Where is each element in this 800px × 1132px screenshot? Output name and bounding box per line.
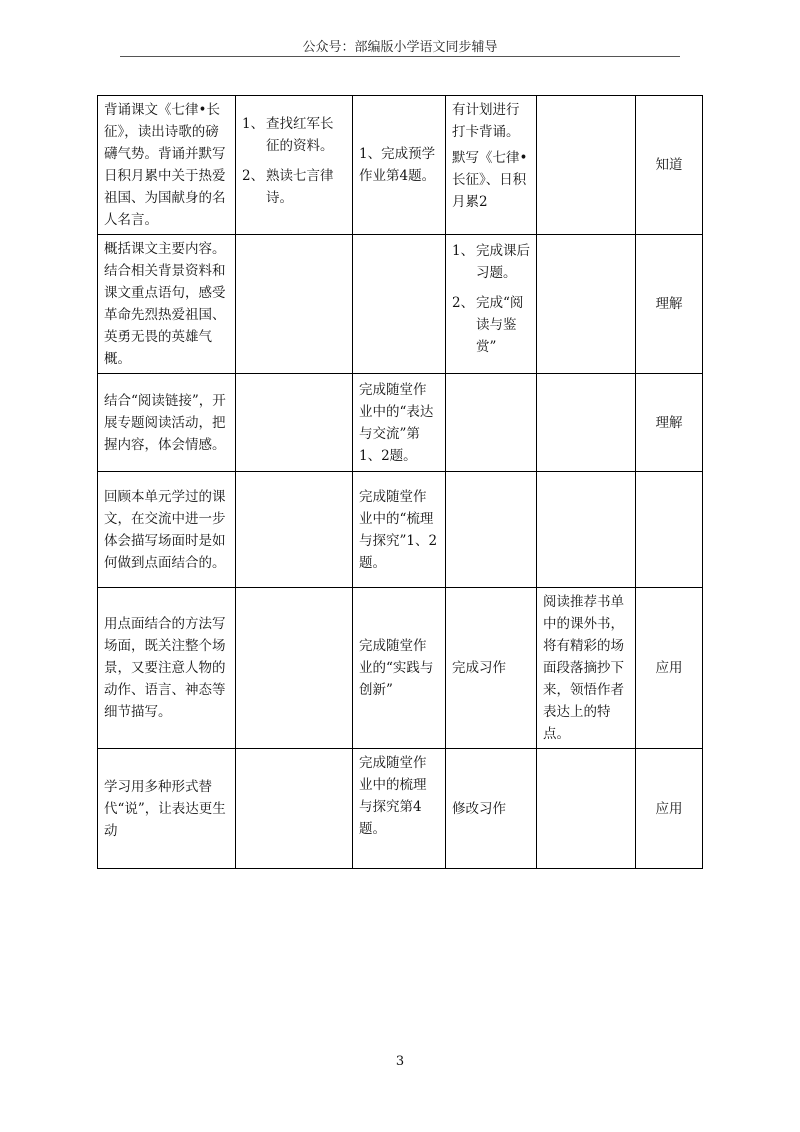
- objective-cell: [98, 96, 236, 235]
- level-cell: [636, 96, 703, 235]
- level-cell: [636, 374, 703, 472]
- classwork-text: 1、完成预学作业第4题。: [359, 146, 436, 184]
- homework-text: 有计划进行打卡背诵。: [452, 102, 520, 140]
- homework-text: 修改习作: [452, 800, 506, 817]
- extension-cell: [537, 588, 636, 749]
- objective-text: 回顾本单元学过的课文，在交流中进一步体会描写场面时是如何做到点面结合的。: [104, 488, 226, 571]
- page-number: 3: [395, 1054, 405, 1069]
- classwork-text: 完成随堂作业的“实践与创新”: [359, 638, 434, 698]
- list-item: [242, 113, 346, 157]
- list-text: 完成课后习题。: [476, 243, 530, 281]
- classwork-cell: [353, 588, 446, 749]
- classwork-cell: [353, 749, 446, 869]
- table-row: [98, 588, 703, 749]
- extension-cell: [537, 749, 636, 869]
- homework-cell: [446, 588, 537, 749]
- level-text: 应用: [655, 660, 683, 676]
- homework-cell: [446, 749, 537, 869]
- list-number: 2、: [242, 168, 265, 184]
- page-header: 公众号：部编版小学语文同步辅导: [302, 40, 498, 55]
- list-number: 1、: [452, 243, 475, 259]
- extension-cell: [537, 96, 636, 235]
- list-item: [242, 165, 346, 209]
- objective-text: 学习用多种形式替代“说”，让表达更生动: [104, 778, 226, 839]
- objective-text: 背诵课文《七律•长征》，读出诗歌的磅礴气势。背诵并默写日积月累中关于热爱祖国、为国献身的名人名言。: [104, 102, 226, 228]
- extension-cell: [537, 374, 636, 472]
- list-number: 1、: [242, 116, 265, 132]
- preview-cell: [236, 235, 353, 374]
- level-cell: [636, 749, 703, 869]
- objective-text: 用点面结合的方法写场面，既关注整个场景，又要注意人物的动作、语言、神态等细节描写。: [104, 616, 226, 720]
- classwork-cell: [353, 96, 446, 235]
- homework-cell: [446, 374, 537, 472]
- table-row: [98, 374, 703, 472]
- list-item: [452, 292, 530, 358]
- objective-text: 结合“阅读链接”，开展专题阅读活动，把握内容，体会情感。: [104, 392, 226, 453]
- list-text: 查找红军长征的资料。: [266, 116, 334, 154]
- objective-cell: [98, 374, 236, 472]
- preview-cell: [236, 374, 353, 472]
- classwork-cell: [353, 374, 446, 472]
- classwork-text: 完成随堂作业中的“表达与交流”第1、2题。: [359, 381, 434, 464]
- level-cell: [636, 235, 703, 374]
- table-row: [98, 235, 703, 374]
- lesson-plan-table: [97, 95, 703, 869]
- table-row: [98, 749, 703, 869]
- homework-text: 默写《七律•长征》、日积月累2: [452, 150, 528, 210]
- list-text: 完成“阅读与鉴赏”: [476, 295, 524, 355]
- table-row: [98, 472, 703, 588]
- objective-cell: [98, 472, 236, 588]
- homework-cell: [446, 235, 537, 374]
- extension-text: 阅读推荐书单中的课外书，将有精彩的场面段落摘抄下来，领悟作者表达上的特点。: [543, 594, 624, 742]
- table-row: [98, 96, 703, 235]
- objective-text: 概括课文主要内容。结合相关背景资料和课文重点语句，感受革命先烈热爱祖国、英勇无畏的英雄气概。: [104, 241, 226, 367]
- preview-cell: [236, 472, 353, 588]
- level-cell: [636, 588, 703, 749]
- list-number: 2、: [452, 295, 475, 311]
- classwork-text: 完成随堂作业中的梳理与探究第4题。: [359, 755, 427, 837]
- preview-cell: [236, 749, 353, 869]
- homework-text: 完成习作: [452, 660, 506, 676]
- classwork-text: 完成随堂作业中的“梳理与探究”1、2题。: [359, 488, 438, 571]
- classwork-cell: [353, 472, 446, 588]
- header-divider: [120, 56, 680, 57]
- level-text: 知道: [655, 157, 683, 173]
- homework-cell: [446, 472, 537, 588]
- objective-cell: [98, 235, 236, 374]
- list-item: [452, 240, 530, 284]
- level-text: 理解: [655, 414, 683, 431]
- objective-cell: [98, 588, 236, 749]
- extension-cell: [537, 472, 636, 588]
- extension-cell: [537, 235, 636, 374]
- level-text: 应用: [655, 800, 683, 817]
- preview-cell: [236, 96, 353, 235]
- level-text: 理解: [655, 296, 683, 312]
- classwork-cell: [353, 235, 446, 374]
- objective-cell: [98, 749, 236, 869]
- homework-cell: [446, 96, 537, 235]
- preview-cell: [236, 588, 353, 749]
- level-cell: [636, 472, 703, 588]
- list-text: 熟读七言律诗。: [266, 168, 334, 206]
